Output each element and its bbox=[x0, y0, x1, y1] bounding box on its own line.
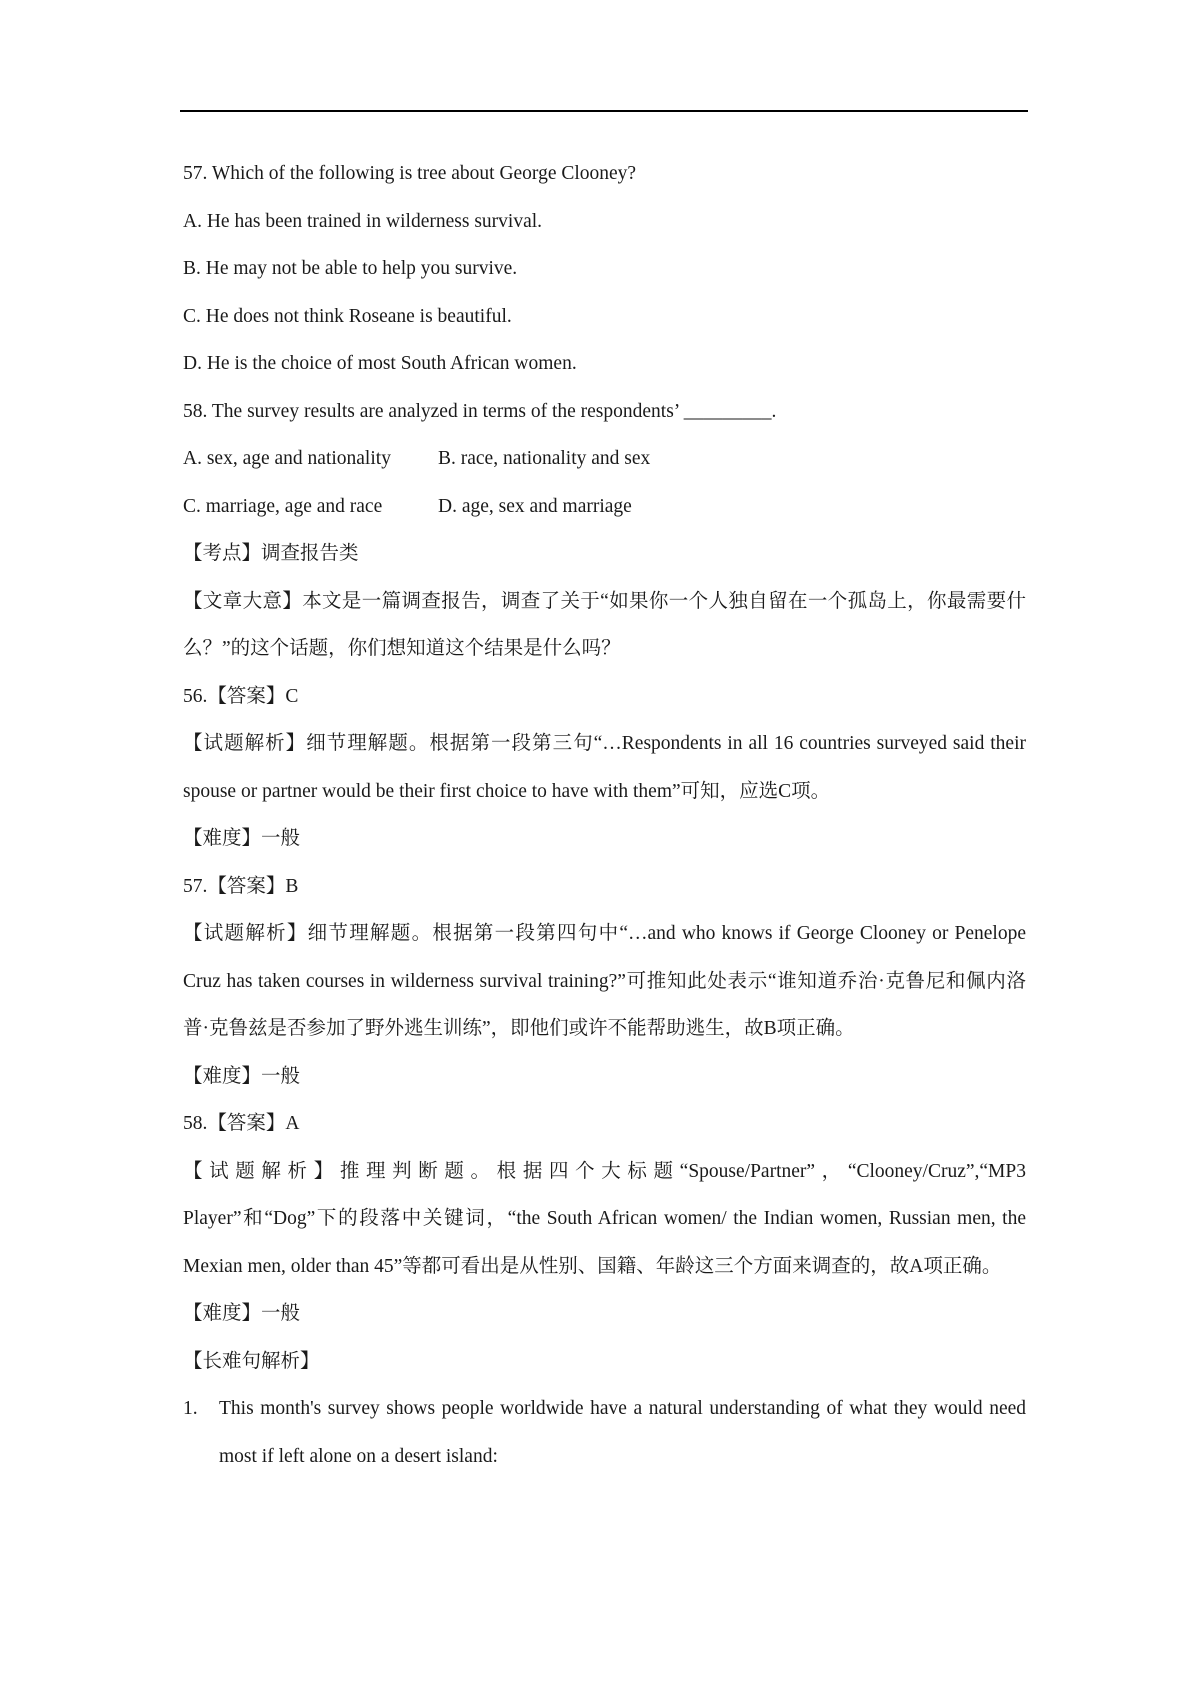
long-sentence-item bbox=[183, 1385, 1026, 1480]
question-58-stem: 58. The survey results are analyzed in terms of the respondents’ _________. bbox=[183, 400, 777, 422]
difficulty-58: 【难度】一般 bbox=[183, 1303, 301, 1324]
answer-58: 58.【答案】A bbox=[183, 1113, 300, 1134]
header-rule bbox=[180, 110, 1028, 112]
analysis-58: 【试题解析】推理判断题。根据四个大标题“Spouse/Partner”，“Clooney/Cruz”,“MP3 Player”和“Dog”下的段落中关键词，“the South African women/ the Indian women, Russian men, the Mexian men, older than 45”等都可看出是从性别、国籍、年龄这三个方面来调查的，故A项正确。 bbox=[183, 1160, 1026, 1277]
long-sentence-heading: 【长难句解析】 bbox=[183, 1350, 320, 1372]
question-58-option-c: C. marriage, age and race bbox=[183, 495, 383, 517]
analysis-57: 【试题解析】细节理解题。根据第一段第四句中“…and who knows if George Clooney or Penelope Cruz has taken courses in wilderness survival training?”可推知此处表示“谁知道乔治·克鲁尼和佩内洛普·克鲁兹是否参加了野外逃生训练”，即他们或许不能帮助逃生，故B项正确。 bbox=[183, 923, 1026, 1039]
question-57-stem: 57. Which of the following is tree about George Clooney? bbox=[183, 163, 637, 184]
list-number: 1. bbox=[183, 1398, 198, 1419]
question-58-option-a: A. sex, age and nationality bbox=[183, 448, 391, 469]
question-58-option-b: B. race, nationality and sex bbox=[438, 448, 651, 469]
difficulty-57: 【难度】一般 bbox=[183, 1065, 301, 1087]
document-body bbox=[183, 150, 1026, 1480]
question-57-option-a: A. He has been trained in wilderness survival. bbox=[183, 210, 543, 232]
question-57-option-d: D. He is the choice of most South African women. bbox=[183, 353, 577, 374]
question-58-option-d: D. age, sex and marriage bbox=[438, 495, 632, 517]
long-sentence-text: This month's survey shows people worldwide have a natural understanding of what they would need most if left alone on a desert island: bbox=[219, 1398, 1026, 1467]
question-57-option-b: B. He may not be able to help you survive. bbox=[183, 258, 518, 279]
main-idea-paragraph: 【文章大意】本文是一篇调查报告，调查了关于“如果你一个人独自留在一个孤岛上，你最需要什么？”的这个话题，你们想知道这个结果是什么吗？ bbox=[183, 590, 1026, 659]
question-58-options-row-1 bbox=[183, 435, 1026, 483]
topic-label: 【考点】调查报告类 bbox=[183, 543, 359, 564]
question-57-option-c: C. He does not think Roseane is beautiful. bbox=[183, 305, 512, 327]
difficulty-56: 【难度】一般 bbox=[183, 828, 301, 849]
answer-57: 57.【答案】B bbox=[183, 875, 299, 897]
question-58-options-row-2 bbox=[183, 483, 1026, 531]
analysis-56: 【试题解析】细节理解题。根据第一段第三句“…Respondents in all 16 countries surveyed said their spouse or partner would be their first choice to have with them”可知，应选C项。 bbox=[183, 733, 1026, 802]
answer-56: 56.【答案】C bbox=[183, 685, 299, 707]
